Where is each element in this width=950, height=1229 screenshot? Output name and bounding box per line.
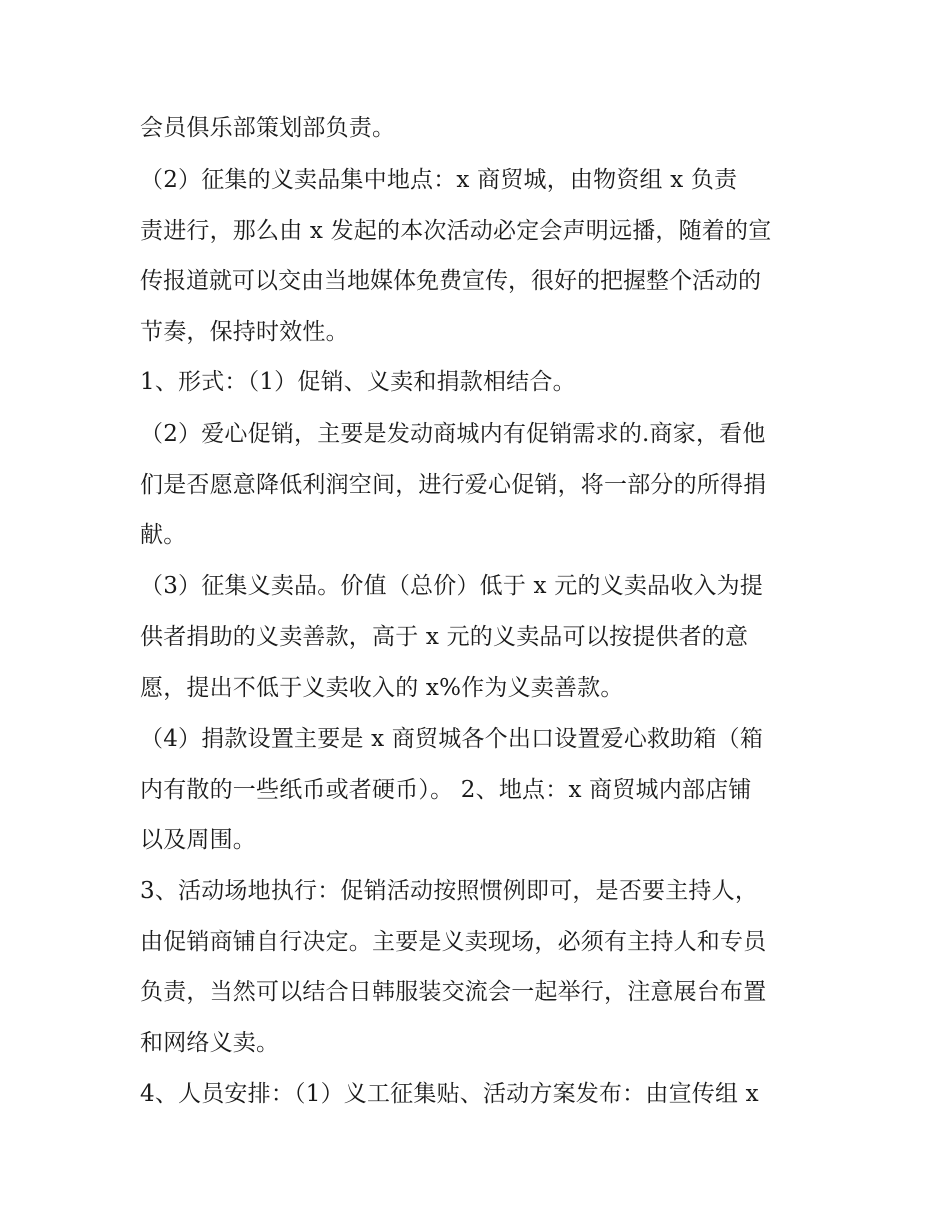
line-segment: （3）征集义卖品。价值（总价）低于 x [140,573,555,599]
paragraph-line: 负责，当然可以结合日韩服装交流会一起举行，注意展台布置 [140,979,767,1005]
paragraph-line: 4、人员安排：（1）义工征集贴、活动方案发布：由宣传组 x [140,1081,759,1107]
paragraph-line: 1、形式：（1）促销、义卖和捐款相结合。 [140,369,576,395]
line-segment: 供者捐助的义卖善款，高于 x [140,624,447,650]
paragraph-line: 责进行，那么由 x 发起的本次活动必定会声明远播，随着的宣 [140,218,772,244]
paragraph-line: （4）捐款设置主要是 x 商贸城各个出口设置爱心救助箱（箱 [140,726,764,752]
paragraph-line [140,566,830,606]
paragraph-line: 以及周围。 [140,827,256,853]
line-segment: 元的义卖品可以按提供者的意 [446,624,749,650]
line-segment: 元的义卖品收入为提 [554,573,764,599]
paragraph-line: （2）爱心促销，主要是发动商城内有促销需求的.商家，看他 [140,421,766,447]
paragraph-line: 和网络义卖。 [140,1030,280,1056]
paragraph-line: 献。 [140,522,187,548]
paragraph-line [140,617,830,657]
paragraph-line: 节奏，保持时效性。 [140,319,349,345]
paragraph-line: 3、活动场地执行：促销活动按照惯例即可，是否要主持人， [140,878,759,904]
paragraph-line: （2）征集的义卖品集中地点：x 商贸城，由物资组 x 负责 [140,167,738,193]
paragraph-line: 内有散的一些纸币或者硬币）。 2、地点：x 商贸城内部店铺 [140,777,752,803]
paragraph-line: 愿，提出不低于义卖收入的 x%作为义卖善款。 [140,675,624,701]
paragraph-line: 传报道就可以交由当地媒体免费宣传，很好的把握整个活动的 [140,268,761,294]
paragraph-line: 由促销商铺自行决定。主要是义卖现场，必须有主持人和专员 [140,929,767,955]
paragraph-line: 们是否愿意降低利润空间，进行爱心促销，将一部分的所得捐 [140,472,767,498]
paragraph-line: 会员俱乐部策划部负责。 [140,115,396,141]
